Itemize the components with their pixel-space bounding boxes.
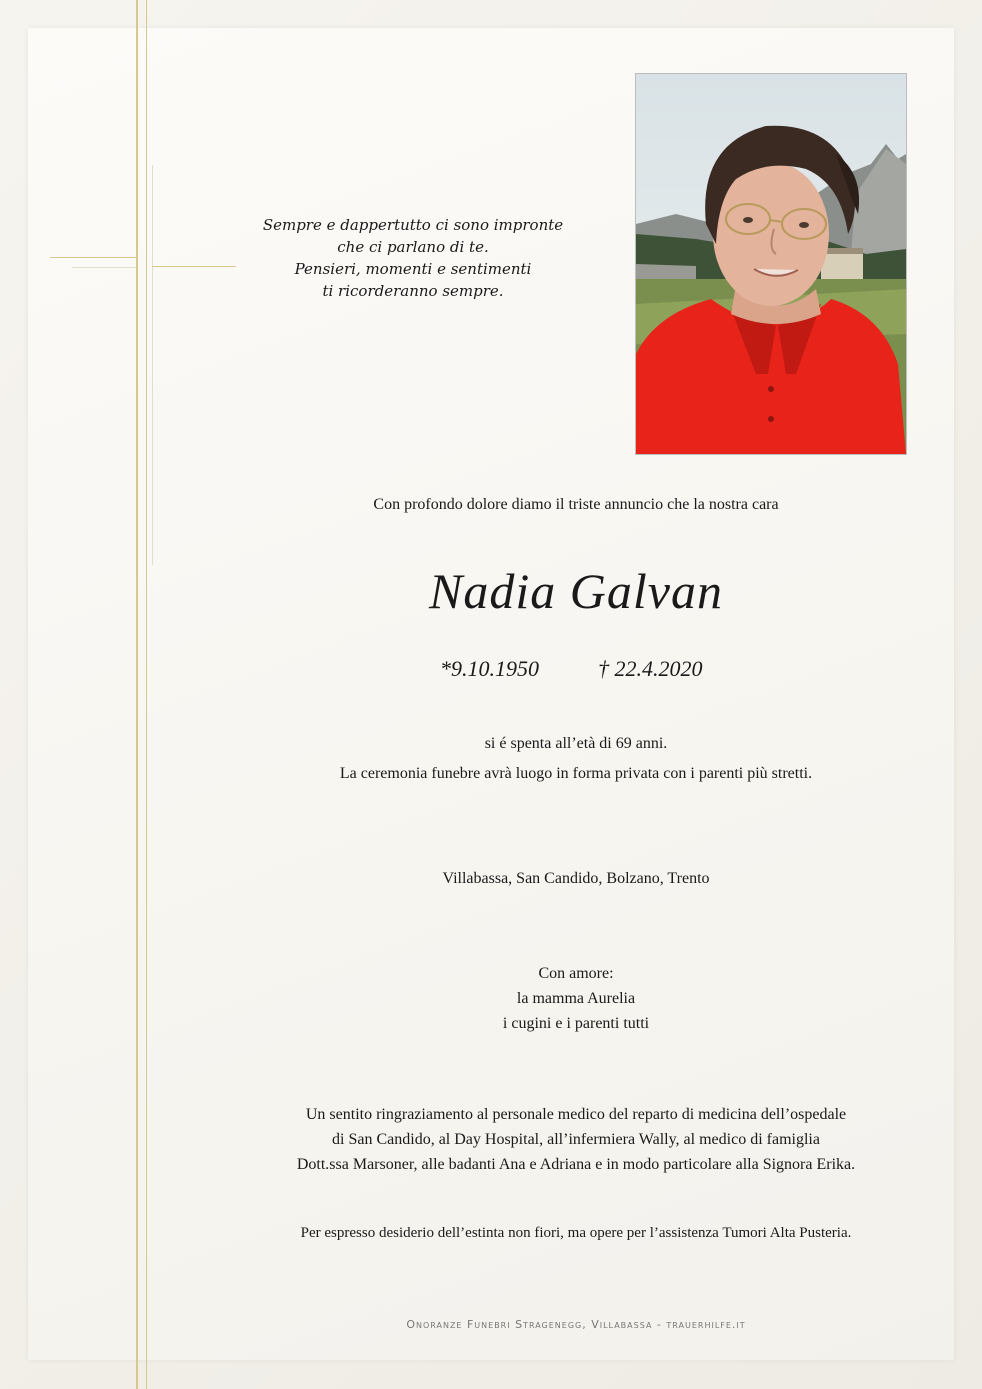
quote-line: ti ricorderanno sempre.	[322, 282, 504, 300]
cross-faint-horizontal	[72, 267, 136, 268]
mourner-line: i cugini e i parenti tutti	[502, 1015, 650, 1032]
deceased-name: Nadia Galvan	[429, 563, 723, 619]
death-date: † 22.4.2020	[598, 656, 703, 681]
cross-faint-vertical	[152, 165, 153, 565]
thanks-line: Un sentito ringraziamento al personale medico del reparto di medicina dell’ospedale	[305, 1106, 847, 1123]
quote-line: Sempre e dappertutto ci sono impronte	[262, 216, 564, 234]
cross-vertical-line	[136, 0, 138, 1389]
thanks-line: di San Candido, al Day Hospital, all’infermiera Wally, al medico di famiglia	[332, 1131, 820, 1148]
detail-line: si é spenta all’età di 69 anni.	[484, 735, 668, 752]
portrait-image	[636, 74, 906, 454]
death-details	[250, 729, 902, 789]
mourner-line: Con amore:	[538, 965, 614, 982]
birth-date: *9.10.1950	[440, 656, 539, 681]
acknowledgements	[250, 1102, 902, 1177]
mourners	[250, 961, 902, 1036]
cross-horizontal-line-2	[152, 266, 236, 267]
quote-line: Pensieri, momenti e sentimenti	[294, 260, 532, 278]
detail-line: La ceremonia funebre avrà luogo in forma privata con i parenti più stretti.	[339, 765, 813, 782]
memorial-quote	[250, 214, 576, 302]
life-dates	[250, 656, 902, 688]
mourner-line: la mamma Aurelia	[516, 990, 636, 1007]
cross-horizontal-line	[50, 257, 138, 258]
funeral-home-footer: Onoranze Funebri Stragenegg, Villabassa - trauerhilfe.it	[406, 1318, 746, 1331]
places: Villabassa, San Candido, Bolzano, Trento	[442, 870, 710, 887]
quote-line: che ci parlano di te.	[337, 238, 489, 256]
cross-vertical-line-2	[146, 0, 147, 1389]
portrait-photo	[635, 73, 907, 455]
thanks-line: Dott.ssa Marsoner, alle badanti Ana e Adriana e in modo particolare alla Signora Erika.	[296, 1156, 856, 1173]
donation-wish: Per espresso desiderio dell’estinta non fiori, ma opere per l’assistenza Tumori Alta Pusteria.	[300, 1225, 852, 1241]
announcement-intro: Con profondo dolore diamo il triste annuncio che la nostra cara	[373, 496, 779, 513]
